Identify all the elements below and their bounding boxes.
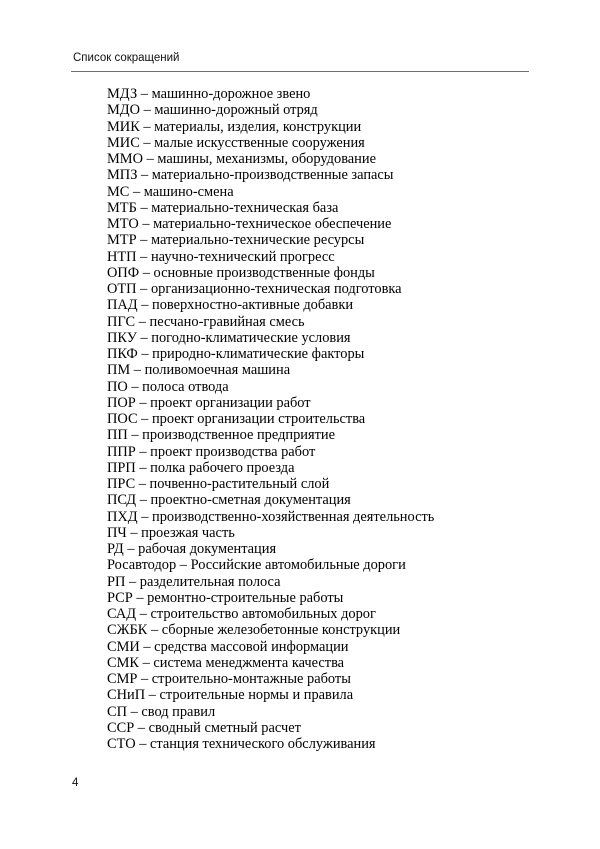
running-head-title: Список сокращений — [73, 52, 180, 64]
header-divider — [71, 71, 529, 72]
abbreviation-entry: ММО – машины, механизмы, оборудование — [107, 151, 376, 167]
abbreviation-entry: ПКФ – природно-климатические факторы — [107, 346, 365, 362]
abbreviation-entry: ПОС – проект организации строительства — [107, 411, 366, 427]
abbreviation-entry: РП – разделительная полоса — [107, 573, 281, 590]
abbreviation-entry: СМК – система менеджмента качества — [107, 654, 345, 671]
abbreviation-entry: МТБ – материально-техническая база — [107, 199, 339, 216]
abbreviation-entry: ПРС – почвенно-растительный слой — [107, 476, 330, 492]
abbreviation-entry: ПХД – производственно-хозяйственная деятельность — [107, 508, 435, 525]
abbreviation-list — [107, 86, 547, 752]
page-number: 4 — [72, 777, 79, 789]
abbreviation-entry: ПО – полоса отвода — [107, 378, 229, 395]
abbreviation-entry: МДО – машинно-дорожный отряд — [107, 102, 318, 119]
abbreviation-entry: ПОР – проект организации работ — [107, 394, 311, 411]
abbreviation-entry: СНиП – строительные нормы и правила — [107, 687, 354, 704]
abbreviation-entry: ПЧ – проезжая часть — [107, 524, 235, 541]
abbreviation-entry: ППР – проект производства работ — [107, 443, 316, 460]
abbreviation-entry: НТП – научно-технический прогресс — [107, 248, 335, 265]
abbreviation-entry: СП – свод правил — [107, 703, 216, 720]
abbreviation-entry: СТО – станция технического обслуживания — [107, 736, 376, 752]
abbreviation-entry: ПРП – полка рабочего проезда — [107, 459, 295, 476]
abbreviation-entry: ССР – сводный сметный расчет — [107, 719, 301, 736]
abbreviation-entry: МИС – малые искусственные сооружения — [107, 134, 365, 151]
abbreviation-entry: МДЗ – машинно-дорожное звено — [107, 86, 311, 102]
abbreviation-entry: ПМ – поливомоечная машина — [107, 362, 291, 379]
abbreviation-entry: ПГС – песчано-гравийная смесь — [107, 313, 305, 330]
abbreviation-entry: СМИ – средства массовой информации — [107, 638, 349, 655]
abbreviation-entry: СЖБК – сборные железобетонные конструкции — [107, 622, 401, 639]
abbreviation-entry: ОТП – организационно-техническая подготовка — [107, 281, 402, 297]
abbreviation-entry: МТР – материально-технические ресурсы — [107, 232, 365, 249]
abbreviation-entry: Росавтодор – Российские автомобильные дороги — [107, 557, 406, 574]
abbreviation-entry: МТО – материально-техническое обеспечение — [107, 216, 392, 232]
abbreviation-entry: ПСД – проектно-сметная документация — [107, 492, 351, 509]
abbreviation-entry: ПАД – поверхностно-активные добавки — [107, 297, 354, 314]
abbreviation-entry: СМР – строительно-монтажные работы — [107, 671, 351, 687]
abbreviation-entry: РСР – ремонтно-строительные работы — [107, 589, 344, 606]
abbreviation-entry: САД – строительство автомобильных дорог — [107, 606, 376, 622]
abbreviation-entry: ПП – производственное предприятие — [107, 427, 335, 444]
abbreviation-entry: МС – машино-смена — [107, 183, 234, 200]
abbreviation-entry: ОПФ – основные производственные фонды — [107, 264, 375, 281]
abbreviation-entry: ПКУ – погодно-климатические условия — [107, 329, 351, 346]
abbreviation-entry: МИК – материалы, изделия, конструкции — [107, 118, 362, 135]
abbreviation-entry: МПЗ – материально-производственные запасы — [107, 167, 394, 184]
abbreviation-entry: РД – рабочая документация — [107, 541, 277, 557]
